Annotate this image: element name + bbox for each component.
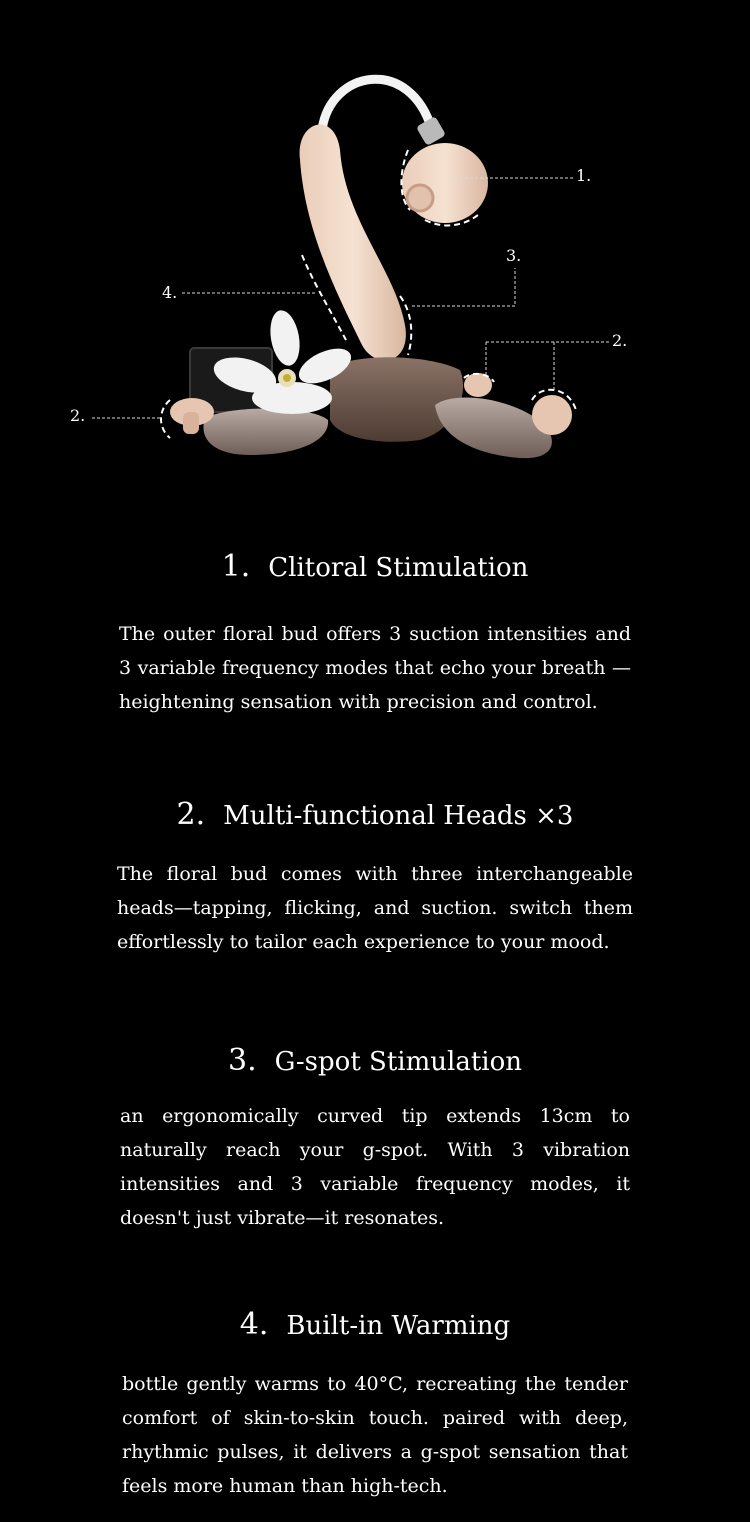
feature-section-3 (0, 1044, 750, 1235)
feature-section-1 (0, 550, 750, 719)
feature-heading-3: G-spot Stimulation (274, 1047, 522, 1077)
device-collar (416, 116, 446, 146)
device-arm (322, 79, 432, 130)
suction-opening (407, 185, 433, 211)
rock-center (330, 357, 463, 442)
feature-section-4 (0, 1308, 750, 1503)
callout-2-left: 2. (70, 406, 86, 425)
feature-title-2 (0, 798, 750, 833)
callout-4: 4. (162, 283, 178, 302)
feature-title-1 (0, 550, 750, 585)
callout-3: 3. (506, 246, 522, 265)
feature-number-1: 1. (221, 549, 251, 584)
head-right (532, 395, 572, 435)
feature-heading-4: Built-in Warming (286, 1311, 511, 1341)
feature-heading-2: Multi-functional Heads ×3 (223, 801, 574, 831)
feature-body-4: bottle gently warms to 40°C, recreating the tender comfort of skin-to-skin touch. paired with deep, rhythmic pulses, it delivers a g-spot sensation that feels more human than high-tech. (122, 1373, 628, 1497)
feature-number-3: 3. (228, 1043, 257, 1078)
feature-number-2: 2. (176, 797, 206, 832)
feature-heading-1: Clitoral Stimulation (268, 553, 529, 583)
feature-section-2 (0, 798, 750, 959)
feature-title-4 (0, 1308, 750, 1343)
rock-left (203, 408, 328, 455)
product-illustration (0, 0, 750, 500)
feature-body-3: an ergonomically curved tip extends 13cm to naturally reach your g-spot. With 3 vibration intensities and 3 variable frequency modes, it doesn't just vibrate—it resonates. (120, 1105, 630, 1229)
product-hero (0, 0, 750, 500)
feature-body-1: The outer floral bud offers 3 suction intensities and 3 variable frequency modes that echo your breath —heightening sensation with precision and control. (119, 623, 631, 713)
callout-1: 1. (576, 166, 592, 185)
callout-2-right: 2. (612, 331, 628, 350)
feature-title-3 (0, 1044, 750, 1079)
feature-number-4: 4. (239, 1307, 269, 1342)
feature-body-2: The floral bud comes with three interchangeable heads—tapping, flicking, and suction. switch them effortlessly to tailor each experience to your mood. (117, 863, 633, 953)
device-shaft (300, 125, 406, 361)
